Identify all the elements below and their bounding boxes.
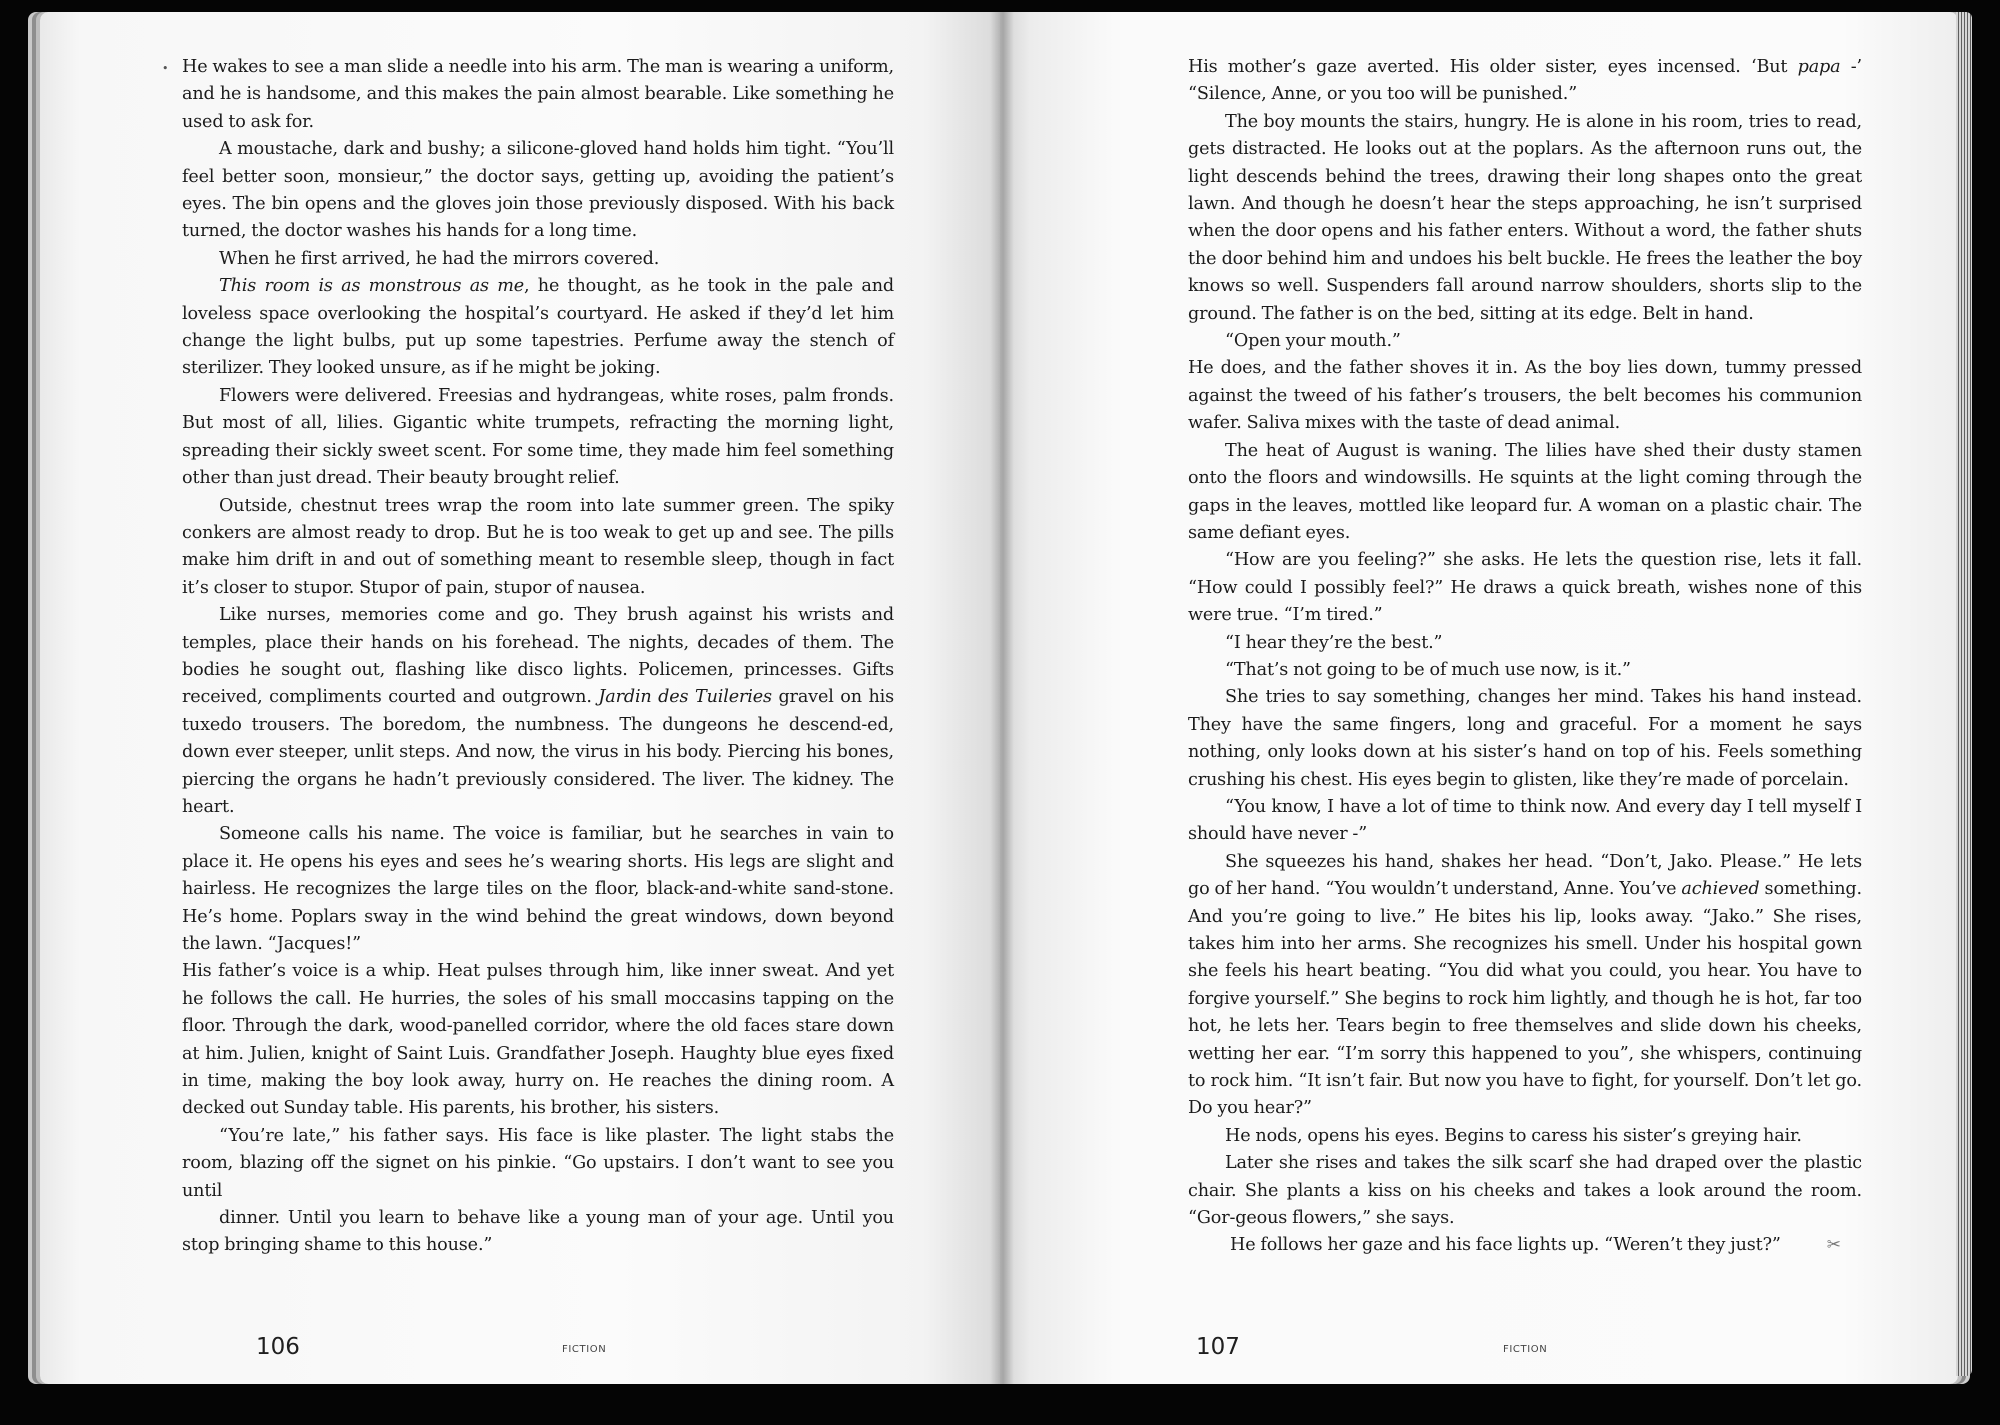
paragraph: “You’re late,” his father says. His face is like plaster. The light stabs the room, blazing off the signet on his pinkie. “Go upstairs. I don’t want to see you until [182, 1125, 894, 1201]
book-gutter [990, 12, 1014, 1384]
left-page [40, 12, 1000, 1384]
paragraph [1188, 1232, 1862, 1259]
paragraph: Like nurses, memories come and go. They brush against his wrists and temples, place their hands on his forehead. The nights, decades of them. The bodies he sought out, flashing like disco lights. Policemen, princesses. Gifts received, compliments courted and outgrown. Jardin des Tuileries gravel on his tuxedo trousers. The boredom, the numbness. The dungeons he descend-ed, down ever steeper, unlit steps. And now, the virus in his body. Piercing his bones, piercing the organs he hadn’t previously considered. The liver. The kidney. The heart. [182, 605, 894, 817]
paragraph: A moustache, dark and bushy; a silicone-gloved hand holds him tight. “You’ll feel better soon, monsieur,” the doctor says, getting up, avoiding the patient’s eyes. The bin opens and the gloves join those previously disposed. With his back turned, the doctor washes his hands for a long time. [182, 139, 894, 242]
paragraph: “That’s not going to be of much use now, is it.” [1225, 659, 1631, 680]
italic-text: Jardin des Tuileries [598, 687, 772, 708]
right-page-text [1188, 54, 1862, 1260]
paragraph: He does, and the father shoves it in. As the boy lies down, tummy pressed against the tweed of his father’s trousers, the belt becomes his communion wafer. Saliva mixes with the taste of dead animal. [1188, 358, 1862, 434]
paragraph: He wakes to see a man slide a needle into his arm. The man is wearing a uniform, and he is handsome, and this makes the pain almost bearable. Like something he used to ask for. [182, 57, 894, 132]
paragraph: His mother’s gaze averted. His older sister, eyes incensed. ‘But papa -’ “Silence, Anne, or you too will be punished.” [1188, 57, 1862, 105]
paragraph: “I hear they’re the best.” [1225, 632, 1443, 653]
left-page-text [182, 54, 894, 1260]
paragraph: The boy mounts the stairs, hungry. He is alone in his room, tries to read, gets distracted. He looks out at the poplars. As the afternoon runs out, the light descends behind the trees, drawing their long shapes onto the great lawn. And though he doesn’t hear the steps approaching, he isn’t surprised when the door opens and his father enters. Without a word, the father shuts the door behind him and undoes his belt buckle. He frees the leather the boy knows so well. Suspenders fall around narrow shoulders, shorts slip to the ground. The father is on the bed, sitting at its edge. Belt in hand. [1188, 111, 1862, 324]
right-page [1000, 12, 1958, 1384]
paragraph: His father’s voice is a whip. Heat pulses through him, like inner sweat. And yet he follows the call. He hurries, the soles of his small moccasins tapping on the floor. Through the dark, wood-panelled corridor, where the old faces stare down at him. Julien, knight of Saint Luis. Grandfather Joseph. Haughty blue eyes fixed in time, making the boy look away, hurry on. He reaches the dining room. A decked out Sunday table. His parents, his brother, his sisters. [182, 961, 894, 1119]
running-head: FICTION [1503, 1344, 1548, 1355]
scissors-icon: ✂ [1826, 1235, 1841, 1256]
paragraph: “Open your mouth.” [1225, 331, 1401, 352]
paragraph: She squeezes his hand, shakes her head. “Don’t, Jako. Please.” He lets go of her hand. “You wouldn’t understand, Anne. You’ve achieved something. And you’re going to live.” He bites his lip, looks away. “Jako.” She rises, takes him into her arms. She recognizes his smell. Under his hospital gown she feels his heart beating. “You did what you could, you hear. You have to forgive yourself.” She begins to rock him lightly, and though he is hot, far too hot, he lets her. Tears begin to free themselves and slide down his cheeks, wetting her ear. “I’m sorry this happened to you”, she whispers, continuing to rock him. “It isn’t fair. But now you have to fight, for yourself. Don’t let go. Do you hear?” [1188, 851, 1862, 1119]
paragraph: This room is as monstrous as me, he thought, as he took in the pale and loveless space overlooking the hospital’s courtyard. He asked if they’d let him change the light bulbs, put up some tapestries. Perfume away the stench of sterilizer. They looked unsure, as if he might be joking. [182, 276, 894, 379]
paragraph: When he first arrived, he had the mirrors covered. [219, 248, 660, 269]
page-edges-right [1956, 12, 1972, 1376]
paragraph: “You know, I have a lot of time to think now. And every day I tell myself I should have never -” [1188, 796, 1862, 845]
italic-text: This room is as monstrous as me [219, 276, 525, 297]
paragraph: He nods, opens his eyes. Begins to caress his sister’s greying hair. [1225, 1125, 1802, 1146]
italic-text: achieved [1681, 879, 1760, 900]
paragraph: Later she rises and takes the silk scarf she had draped over the plastic chair. She plants a kiss on his cheeks and takes a look around the room. “Gor-geous flowers,” she says. [1188, 1153, 1862, 1229]
italic-text: papa [1797, 57, 1841, 77]
page-number: 107 [1196, 1334, 1240, 1360]
paragraph: “How are you feeling?” she asks. He lets the question rise, lets it fall. “How could I possibly feel?” He draws a quick breath, wishes none of this were true. “I’m tired.” [1188, 550, 1862, 626]
closing-sentence: He follows her gaze and his face lights up. “Weren’t they just?” [1230, 1235, 1781, 1256]
paragraph: The heat of August is waning. The lilies have shed their dusty stamen onto the floors and windowsills. He squints at the light coming through the gaps in the leaves, mottled like leopard fur. A woman on a plastic chair. The same defiant eyes. [1188, 440, 1862, 543]
paragraph: Outside, chestnut trees wrap the room into late summer green. The spiky conkers are almost ready to drop. But he is too weak to get up and see. The pills make him drift in and out of something meant to resemble sleep, though in fact it’s closer to stupor. Stupor of pain, stupor of nausea. [182, 495, 894, 598]
paragraph: She tries to say something, changes her mind. Takes his hand instead. They have the same fingers, long and graceful. For a moment he says nothing, only looks down at his sister’s hand on top of his. Feels something crushing his chest. His eyes begin to glisten, like they’re made of porcelain. [1188, 687, 1862, 790]
paragraph: Someone calls his name. The voice is familiar, but he searches in vain to place it. He opens his eyes and sees he’s wearing shorts. His legs are slight and hairless. He recognizes the large tiles on the floor, black-and-white sand-stone. He’s home. Poplars sway in the wind behind the great windows, down beyond the lawn. “Jacques!” [182, 824, 894, 954]
page-number: 106 [256, 1334, 300, 1360]
margin-mark: • [162, 62, 169, 75]
paragraph: dinner. Until you learn to behave like a young man of your age. Until you stop bringing shame to this house.” [182, 1208, 894, 1256]
running-head: FICTION [562, 1344, 607, 1355]
paragraph: Flowers were delivered. Freesias and hydrangeas, white roses, palm fronds. But most of all, lilies. Gigantic white trumpets, refracting the morning light, spreading their sickly sweet scent. For some time, they made him feel something other than just dread. Their beauty brought relief. [182, 385, 894, 489]
